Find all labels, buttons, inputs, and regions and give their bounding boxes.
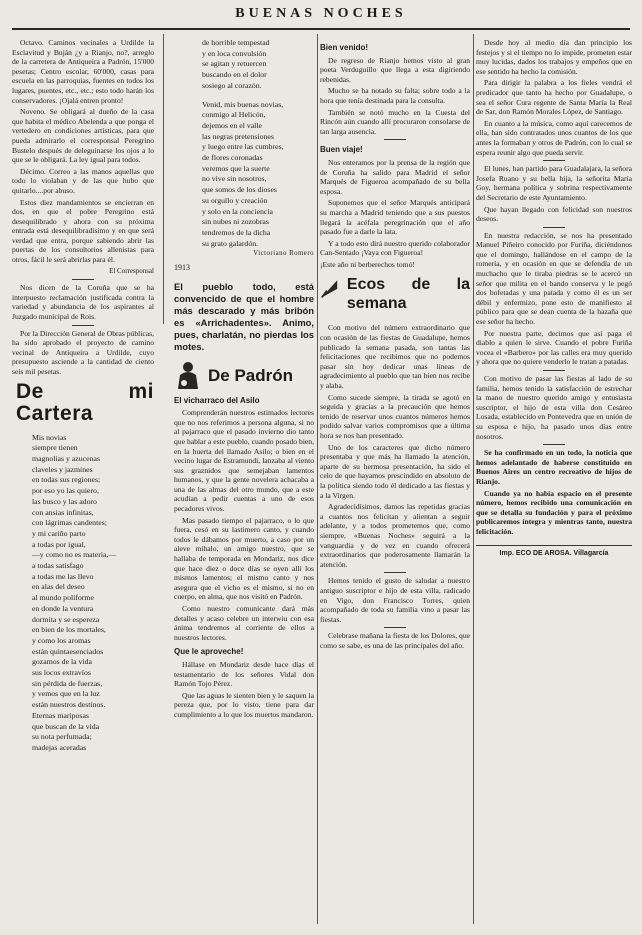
paragraph: Que hayan llegado con felicidad son nuestros deseos.: [476, 204, 632, 224]
poem-line: están quintaesenciados: [32, 646, 104, 656]
poem-line: que somos de los dioses: [202, 185, 277, 195]
paragraph: Por la Dirección General de Obras públicas, ha sido aprobado el proyecto de camino vecinal de Antiqueira a Urdilde, cuyo presupuesto asciende a la cantidad de ciento seis mil pesetas.: [12, 328, 154, 376]
column-1: [12, 38, 154, 754]
paragraph: También se notó mucho en la Cuesta del Rincón aún cuando allí procuraron consolarse de tan larga ausencia.: [320, 107, 470, 136]
paragraph: Comprenderán nuestros estimados lectores que no nos referimos a persona alguna, si no al pajarraco que el pasado invierno dio tanto que hablar a este pueblo, cuando posado bien, en la huerta del llamado Asilo; o bien en el vecino lugar de Estramundi, lanzaba al viento sus graznidos que semejaban lamentos humanos, y que la gente novelera achacaba a una de las almas del otro mundo, que a este acudían a pedir cuentas a uno de esos pecadores vivos.: [174, 408, 314, 514]
paragraph: Como nuestro comunicante dará más detalles y acaso celebre un interwiu con esa ánima tendremos al corriente de ellos a nuestros lectores.: [174, 604, 314, 642]
poem-author: Victoriano Romero: [253, 250, 314, 258]
poem-line: conmigo al Helicón,: [202, 110, 266, 120]
megaphone-icon: [320, 275, 339, 301]
printer-imprint: Imp. ECO DE AROSA. Villagarcía: [476, 545, 632, 559]
ecos-header: [320, 275, 470, 313]
poem-line: y mi cariño parto: [32, 528, 86, 538]
column-divider: [163, 34, 164, 324]
poem-line: gozamos de la vida: [32, 657, 92, 667]
poem-line: magnolias y azucenas: [32, 454, 100, 463]
poem-line: a todas me las llevo: [32, 571, 94, 581]
separator: [72, 279, 94, 280]
separator: [543, 444, 565, 445]
subheading: Que le aproveche!: [174, 647, 244, 657]
separator: [384, 627, 406, 628]
column-2: [174, 38, 314, 722]
paragraph: Desde hoy al medio día dan principio los festejos y si el tiempo no lo impide, prometen estar muy lucidas, dados los trabajos y empeños que en ese sentido ha hecho la comisión.: [476, 38, 632, 76]
poem-line: sin nubes ni zozobras: [202, 217, 269, 227]
separator: [543, 227, 565, 228]
year: 1913: [174, 262, 190, 272]
paragraph: Como sucede siempre, la tirada se agotó en seguida y gracias a la precaución que hemos tenido de reservar unos cuantos números hemos podido salvar varios compromisos que a última hora se nos han presentado.: [320, 392, 470, 440]
paragraph: Se ha confirmado en un todo, la noticia que hemos adelantado de haberse constituido en Buenos Aires un centro recreativo de hijos de Rianjo.: [476, 448, 632, 486]
section-heading-padron: De Padrón: [208, 365, 294, 385]
column-divider: [473, 34, 474, 924]
paragraph: ¡Este año ni berberechos tomó!: [320, 259, 415, 269]
paragraph: Con motivo del número extraordinario que con ocasión de las fiestas de Guadalupe, hemos publicado la semana pasada, son tantas las felicitaciones que recibimos que no podemos pasar sin hoy dedicar unas líneas de agradecimiento al pueblo que tan bien nos recibe y alaba.: [320, 323, 470, 391]
poem-line: sin pérdida de fuerzas,: [32, 678, 103, 688]
poem-line: claveles y jazmines: [32, 464, 93, 474]
paragraph: Cuando ya no había espacio en el presente número, hemos recibido una comunicación en que se detalla su fundación y para el próximo publicaremos íntegra y mientras tanto, nuestra felicitación.: [476, 488, 632, 536]
subheading: Bien venido!: [320, 43, 369, 52]
poem-continued: [174, 38, 314, 249]
poem-line: veremos que la suerte: [202, 163, 270, 173]
paragraph: Con motivo de pasar las fiestas al lado de su familia, hemos tenido la satisfacción de estrechar la mano de nuestro querido amigo y entusiasta suscriptor, el hijo de esta villa don Cesáreo Losada, establecido en Pontevedra que en unión de su esposa e hijo, ha pasado unos días entre nosotros.: [476, 374, 632, 441]
paragraph: Suponemos que el señor Marqués anticipará su marcha a Madrid teniendo que a sus puestos llegará la acéfala peregrinación que el año pasado fue a darle la lata.: [320, 198, 470, 237]
poem-line: —y como no es materia,—: [32, 550, 117, 560]
poem-line: su orgullo y creación: [202, 195, 268, 205]
bold-notice: El pueblo todo, está convencido de que el hombre más descarado y más bribón es «Arrichadentes». Animo, pues, charlatán, no pierdas los motes.: [174, 280, 314, 352]
paragraph: Celebrase mañana la fiesta de los Dolores, que como se sabe, es una de las principales del año.: [320, 631, 470, 650]
poem-line: no vive sin nosotros,: [202, 174, 267, 184]
poem-line: y luego entre las cumbres,: [202, 142, 284, 152]
poem-line: con lágrimas candentes;: [32, 518, 107, 528]
paragraph: Estos diez mandamientos se encierran en dos, en que el pobre Peregrino está desequilibrado y ahora con su próxima entrada está desequilibradísimo y en que será verdad que entra, porque sabiendo abrir las puertas de los consultorios allenistas para otros, fácil le será abrirlas para él.: [12, 197, 154, 265]
poem-line: sus locos extravíos: [32, 668, 91, 678]
paragraph: Uno de los caracteres que dicho número presentaba y que más ha llamado la atención, aparte de su hermosa presentación, ha sido el celo de que hayamos prescindido en absoluto de la política siendo todo él dedicado a las fiestas y a la Virgen.: [320, 442, 470, 500]
stanza-break: [202, 92, 314, 100]
paragraph: Mucho se ha notado su falta; sobre todo a la hora que tenía destinada para la consulta.: [320, 86, 470, 105]
poem-line: dejemos en el valle: [202, 120, 262, 130]
paragraph: Octavo. Caminos vecinales a Urdilde la Esclavitud y Buján ¿y a Rianjo, no?, arreglo de la carretera de Antiqueira a Padrón, 15'000 pesetas; Centro escolar, 60'000, casas para escuela en las parroquias, fuentes en todos los lugares, puentes, etc., etc.; esto todo harán los conservadores. ¡Ojalá entren pronto!: [12, 38, 154, 105]
poem-line: de flores coronadas: [202, 153, 263, 163]
poem-line: en bien de los mortales,: [32, 625, 106, 635]
paragraph: Para dirigir la palabra a los fieles vendrá el predicador que tanto ha hecho por Guadalupe, o sea el señor Cura regente de Santa María la Real de Sar, don Ramón Morales López, de Santiago.: [476, 78, 632, 117]
paragraph: Hállase en Mondariz desde hace días el testamentario de los señores Vidal don Ramón Tojo Pérez.: [174, 659, 314, 689]
separator: [384, 572, 406, 573]
poem-line: y en loca convulsión: [202, 48, 267, 58]
poem-line: sosiego al corazón.: [202, 80, 262, 90]
poem-line: en alas del deseo: [32, 582, 85, 592]
subheading: Buen viaje!: [320, 145, 363, 155]
paragraph: En cuanto a la música, como aquí carecemos de ella, han sido contratados unos cuantos de los que antes la formaban y otros de Padrón, con lo cual se espera reunir algo que pueda servir.: [476, 118, 632, 157]
section-heading-cartera: De mi Cartera: [16, 379, 154, 425]
paragraph: En nuestra redacción, se nos ha presentado Manuel Piñeiro conocido por Furiña, diciéndonos que el domingo, hallándose en el campo de la romería, y en ocasión en que se defendía de un muchacho que le tiraba piedras se le acercó un señor que milita en el bando conserva y le pegó dos bofetadas y una patada y como él es un ser débil y enfermizo, pone esto de manifiesto al público para que se dean cuenta de la hazaña que ese señor ha hecho.: [476, 230, 632, 327]
paragraph: Nos enteramos por la prensa de la región que de Coruña ha salido para Madrid el señor Marqués de Figueroa acompañado de su bella esposa.: [320, 157, 470, 196]
poem-line: las busco y las adoro: [32, 496, 97, 506]
poem-line: siempre tienen: [32, 443, 78, 453]
poem-line: en donde la ventura: [32, 603, 94, 613]
paragraph: Décimo. Correo a las manos aquellas que todo lo violaban y de las que hubo que quitarlo....por abuso.: [12, 166, 154, 195]
poem-line: Eternas mariposas: [32, 710, 89, 720]
signature: El Corresponsal: [109, 266, 154, 275]
poem-line: de horrible tempestad: [202, 38, 270, 47]
column-3: [320, 38, 470, 652]
poem-line: con ansias infinitas,: [32, 507, 94, 517]
column-4: [476, 38, 632, 558]
column-divider: [317, 34, 318, 924]
poem-line: Mis novias: [32, 432, 67, 442]
masthead: BUENAS NOCHES: [235, 6, 407, 21]
poem-line: y solo en la conciencia: [202, 206, 274, 216]
figure-icon: [174, 361, 202, 391]
poem-line: su nota perfumada;: [32, 732, 92, 742]
masthead-rule: [12, 28, 630, 30]
poem-line: por eso yo las quiero,: [32, 486, 99, 496]
paragraph: De regreso de Rianjo hemos visto al gran poeta Verduguillo que llega a esta digiriendo rebenidas.: [320, 55, 470, 84]
poem-line: dormita y se espereza: [32, 614, 100, 624]
poem-line: en todas sus regiones;: [32, 475, 101, 485]
separator: [543, 370, 565, 371]
poem: [12, 433, 154, 754]
poem-line: tendremos de la dicha: [202, 227, 271, 237]
poem-line: a todas satisfago: [32, 561, 84, 571]
subheading: El vicharraco del Asilo: [174, 395, 260, 405]
poem-line: que buscan de la vida: [32, 721, 100, 731]
poem-line: su grato galardón.: [202, 238, 259, 248]
separator: [543, 160, 565, 161]
paragraph: Agradecidísimos, damos las repetidas gracias a cuantos nos felicitan y alientan a seguir adelante, y a todos prometemos que, como siempre, «Buenas Noches» seguirá a la vanguardia y de vez en cuando ofrecerá extraordinarios que poderosamente llamarán la atención.: [320, 502, 470, 569]
paragraph: Por nuestra parte, decimos que así paga el diablo a quien le sirve. Cuando el pobre Furiña vocea el «Barbero» por las calles era muy querido y ahora que no quiere venderlo le tratan a patadas.: [476, 328, 632, 367]
paragraph: Y a todo esto dirá nuestro querido colaborador Can-Sentado ¡Vaya con Figueroa!: [320, 238, 470, 258]
poem-line: al mundo poliforme: [32, 593, 94, 603]
poem-line: y como los aromas: [32, 635, 91, 645]
separator: [384, 139, 406, 140]
poem-line: las negras pretensiones: [202, 131, 274, 141]
poem-line: Venid, mis buenas novias,: [202, 99, 284, 109]
poem-line: madejas aceradas: [32, 742, 87, 752]
paragraph: Noveno. Se obligará al dueño de la casa que habita el médico Abelenda a que ponga el vertedero en condiciones artísticas, para que pueda admirarlo el corresponsal Peregrino Bustelo después de deleguinarse los ojos a lo que se le obligará. La ley igual para todos.: [12, 107, 154, 165]
poem-line: buscando en el dolor: [202, 70, 267, 80]
paragraph: Hemos tenido el gusto de saludar a nuestro antiguo suscriptor e hijo de esta villa, radicado en Vigo, don Francisco Torres, quien acompañado de toda su familia vino a pasar las fiestas.: [320, 576, 470, 624]
paragraph: Que las aguas le sienten bien y le saquen la pereza que, por lo visto, tiene para dar cumplimiento a lo que los muertos mandaron.: [174, 690, 314, 719]
poem-line: y vemos que en la luz: [32, 689, 100, 699]
poem-line: a todas por igual,: [32, 539, 86, 549]
poem-line: se agitan y retuercen: [202, 59, 267, 69]
padron-header: [174, 361, 314, 391]
separator: [72, 325, 94, 326]
section-heading-ecos: Ecos de la semana: [346, 276, 470, 313]
paragraph: Nos dicen de la Coruña que se ha interpuesto reclamación justificada contra la variedad y abundancia de los aspirantes al Juzgado municipal de Rois.: [12, 283, 154, 322]
paragraph: Mas pasado tiempo el pajarraco, o lo que fuera, cesó en su lastimero canto, y cuando todos le dábamos por muerto, a caso por un aleve mihalo, un amigo nuestro, que se hallaba de temporada en Mondariz, nos dice que hace diez o doce días se oyen allí los mismos lamentos; el mismo canto y nos asegura que el vicho es el mismo, si no en cuerpo, en alma, que nos visitó en Padrón.: [174, 515, 314, 602]
poem-line: están nuestros destinos.: [32, 700, 106, 710]
paragraph: El lunes, han partido para Guadalajara, la señora Josefa Ruano y su bella hija, la señorita María Goy, hermana política y sobrina respectivamente del Secretario de este Ayuntamiento.: [476, 164, 632, 202]
